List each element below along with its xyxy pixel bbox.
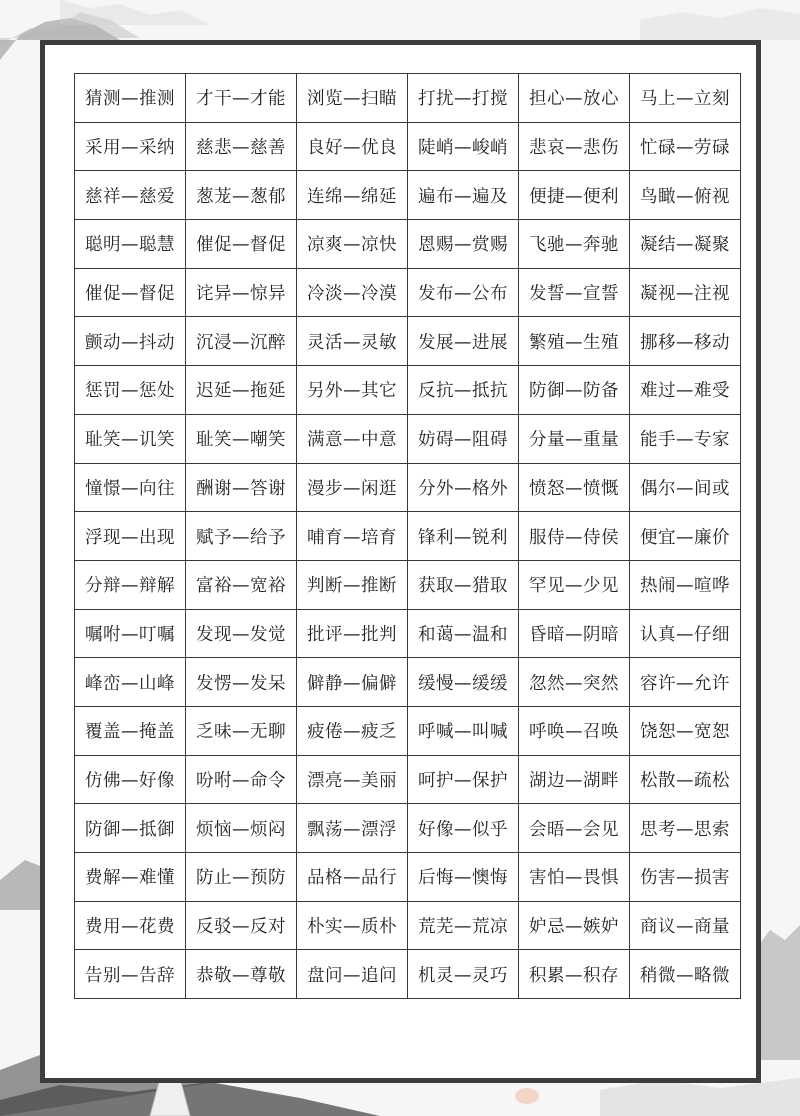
synonym-pair-cell: 害怕—畏惧: [519, 853, 630, 902]
synonym-pair-cell: 烦恼—烦闷: [186, 804, 297, 853]
synonym-pair-cell: 遍布—遍及: [408, 171, 519, 220]
synonym-pair-cell: 另外—其它: [297, 366, 408, 415]
red-ink-dot: [515, 1088, 539, 1104]
synonym-pair-cell: 认真—仔细: [630, 609, 741, 658]
synonym-pair-cell: 葱茏—葱郁: [186, 171, 297, 220]
synonym-pair-cell: 催促—督促: [75, 268, 186, 317]
synonym-pair-cell: 发布—公布: [408, 268, 519, 317]
synonym-pair-cell: 漫步—闲逛: [297, 463, 408, 512]
synonym-pair-cell: 满意—中意: [297, 414, 408, 463]
table-row: [75, 609, 741, 658]
synonym-pair-cell: 费解—难懂: [75, 853, 186, 902]
synonym-pair-cell: 判断—推断: [297, 560, 408, 609]
synonym-pair-cell: 防御—抵御: [75, 804, 186, 853]
synonym-pair-cell: 乏味—无聊: [186, 706, 297, 755]
synonym-pair-cell: 反抗—抵抗: [408, 366, 519, 415]
table-row: [75, 512, 741, 561]
synonym-pair-cell: 颤动—抖动: [75, 317, 186, 366]
synonym-pair-cell: 罕见—少见: [519, 560, 630, 609]
synonym-pair-cell: 热闹—喧哗: [630, 560, 741, 609]
synonym-pair-cell: 后悔—懊悔: [408, 853, 519, 902]
synonym-pair-cell: 打扰—打搅: [408, 74, 519, 123]
table-row: [75, 414, 741, 463]
synonym-pair-cell: 慈祥—慈爱: [75, 171, 186, 220]
synonym-pair-cell: 商议—商量: [630, 901, 741, 950]
synonym-pair-cell: 松散—疏松: [630, 755, 741, 804]
synonym-pair-cell: 锋利—锐利: [408, 512, 519, 561]
synonym-pair-cell: 悲哀—悲伤: [519, 122, 630, 171]
table-row: [75, 755, 741, 804]
synonym-pair-cell: 疲倦—疲乏: [297, 706, 408, 755]
synonym-pair-cell: 良好—优良: [297, 122, 408, 171]
table-row: [75, 366, 741, 415]
synonym-pair-cell: 饶恕—宽恕: [630, 706, 741, 755]
ink-mist-top-right: [640, 8, 800, 40]
synonym-pair-cell: 凉爽—凉快: [297, 220, 408, 269]
synonym-pair-cell: 吩咐—命令: [186, 755, 297, 804]
synonym-pair-cell: 才干—才能: [186, 74, 297, 123]
synonym-pair-cell: 漂亮—美丽: [297, 755, 408, 804]
synonym-pair-cell: 采用—采纳: [75, 122, 186, 171]
synonym-pair-cell: 哺育—培育: [297, 512, 408, 561]
synonym-pair-cell: 机灵—灵巧: [408, 950, 519, 999]
synonym-pair-cell: 冷淡—冷漠: [297, 268, 408, 317]
table-row: [75, 122, 741, 171]
synonym-pair-cell: 批评—批判: [297, 609, 408, 658]
synonym-pair-cell: 酬谢—答谢: [186, 463, 297, 512]
synonym-pair-cell: 聪明—聪慧: [75, 220, 186, 269]
synonym-pair-cell: 便宜—廉价: [630, 512, 741, 561]
synonym-pair-cell: 分外—格外: [408, 463, 519, 512]
synonym-pair-cell: 仿佛—好像: [75, 755, 186, 804]
table-row: [75, 804, 741, 853]
synonym-pair-cell: 发誓—宣誓: [519, 268, 630, 317]
table-row: [75, 950, 741, 999]
synonym-pair-cell: 费用—花费: [75, 901, 186, 950]
synonym-pair-cell: 呵护—保护: [408, 755, 519, 804]
synonym-pair-cell: 偶尔—间或: [630, 463, 741, 512]
synonym-pair-cell: 呼唤—召唤: [519, 706, 630, 755]
synonym-pair-cell: 慈悲—慈善: [186, 122, 297, 171]
synonym-pair-cell: 能手—专家: [630, 414, 741, 463]
synonym-pair-cell: 嘱咐—叮嘱: [75, 609, 186, 658]
synonym-pair-cell: 会晤—会见: [519, 804, 630, 853]
synonym-pair-cell: 和蔼—温和: [408, 609, 519, 658]
synonym-pair-cell: 凝结—凝聚: [630, 220, 741, 269]
synonym-pair-cell: 积累—积存: [519, 950, 630, 999]
table-row: [75, 220, 741, 269]
synonym-pair-cell: 浮现—出现: [75, 512, 186, 561]
synonym-pair-cell: 陡峭—峻峭: [408, 122, 519, 171]
synonym-pair-cell: 呼喊—叫喊: [408, 706, 519, 755]
synonym-pair-cell: 昏暗—阴暗: [519, 609, 630, 658]
synonym-pair-cell: 品格—品行: [297, 853, 408, 902]
ink-mountain-right: [755, 925, 800, 1060]
synonym-pair-cell: 连绵—绵延: [297, 171, 408, 220]
table-row: [75, 268, 741, 317]
synonym-pair-cell: 难过—难受: [630, 366, 741, 415]
synonym-pair-cell: 沉浸—沉醉: [186, 317, 297, 366]
synonym-pair-cell: 耻笑—嘲笑: [186, 414, 297, 463]
synonym-pair-cell: 耻笑—讥笑: [75, 414, 186, 463]
synonym-pair-cell: 发现—发觉: [186, 609, 297, 658]
synonym-pair-cell: 浏览—扫瞄: [297, 74, 408, 123]
synonym-pair-cell: 恭敬—尊敬: [186, 950, 297, 999]
synonym-table: [74, 73, 741, 999]
synonym-pair-cell: 鸟瞰—俯视: [630, 171, 741, 220]
table-row: [75, 317, 741, 366]
synonym-pair-cell: 愤怒—愤慨: [519, 463, 630, 512]
synonym-pair-cell: 服侍—侍侯: [519, 512, 630, 561]
synonym-pair-cell: 缓慢—缓缓: [408, 658, 519, 707]
synonym-pair-cell: 好像—似乎: [408, 804, 519, 853]
synonym-pair-cell: 富裕—宽裕: [186, 560, 297, 609]
synonym-pair-cell: 告别—告辞: [75, 950, 186, 999]
synonym-pair-cell: 分量—重量: [519, 414, 630, 463]
synonym-pair-cell: 发展—进展: [408, 317, 519, 366]
synonym-pair-cell: 迟延—拖延: [186, 366, 297, 415]
synonym-pair-cell: 赋予—给予: [186, 512, 297, 561]
document-frame: [40, 40, 761, 1083]
synonym-pair-cell: 盘问—追问: [297, 950, 408, 999]
synonym-pair-cell: 马上—立刻: [630, 74, 741, 123]
synonym-pair-cell: 挪移—移动: [630, 317, 741, 366]
synonym-pair-cell: 防止—预防: [186, 853, 297, 902]
synonym-pair-cell: 凝视—注视: [630, 268, 741, 317]
synonym-pair-cell: 忽然—突然: [519, 658, 630, 707]
table-row: [75, 463, 741, 512]
synonym-pair-cell: 稍微—略微: [630, 950, 741, 999]
synonym-pair-cell: 便捷—便利: [519, 171, 630, 220]
synonym-pair-cell: 峰峦—山峰: [75, 658, 186, 707]
synonym-pair-cell: 惩罚—惩处: [75, 366, 186, 415]
synonym-pair-cell: 分辩—辩解: [75, 560, 186, 609]
synonym-pair-cell: 灵活—灵敏: [297, 317, 408, 366]
synonym-pair-cell: 荒芜—荒凉: [408, 901, 519, 950]
table-row: [75, 560, 741, 609]
synonym-pair-cell: 妒忌—嫉妒: [519, 901, 630, 950]
synonym-pair-cell: 发愣—发呆: [186, 658, 297, 707]
synonym-pair-cell: 飞驰—奔驰: [519, 220, 630, 269]
synonym-pair-cell: 防御—防备: [519, 366, 630, 415]
synonym-pair-cell: 催促—督促: [186, 220, 297, 269]
table-row: [75, 706, 741, 755]
synonym-pair-cell: 思考—思索: [630, 804, 741, 853]
synonym-pair-cell: 诧异—惊异: [186, 268, 297, 317]
synonym-pair-cell: 容许—允许: [630, 658, 741, 707]
table-row: [75, 171, 741, 220]
synonym-pair-cell: 飘荡—漂浮: [297, 804, 408, 853]
synonym-pair-cell: 反驳—反对: [186, 901, 297, 950]
synonym-pair-cell: 恩赐—赏赐: [408, 220, 519, 269]
table-row: [75, 901, 741, 950]
synonym-pair-cell: 憧憬—向往: [75, 463, 186, 512]
synonym-pair-cell: 担心—放心: [519, 74, 630, 123]
synonym-pair-cell: 猜测—推测: [75, 74, 186, 123]
synonym-pair-cell: 覆盖—掩盖: [75, 706, 186, 755]
synonym-pair-cell: 妨碍—阻碍: [408, 414, 519, 463]
table-row: [75, 853, 741, 902]
synonym-pair-cell: 朴实—质朴: [297, 901, 408, 950]
table-row: [75, 658, 741, 707]
synonym-pair-cell: 伤害—损害: [630, 853, 741, 902]
table-row: [75, 74, 741, 123]
synonym-pair-cell: 获取—猎取: [408, 560, 519, 609]
synonym-pair-cell: 繁殖—生殖: [519, 317, 630, 366]
synonym-pair-cell: 湖边—湖畔: [519, 755, 630, 804]
ink-mist-bottom-right: [600, 1078, 800, 1116]
synonym-pair-cell: 僻静—偏僻: [297, 658, 408, 707]
synonym-pair-cell: 忙碌—劳碌: [630, 122, 741, 171]
